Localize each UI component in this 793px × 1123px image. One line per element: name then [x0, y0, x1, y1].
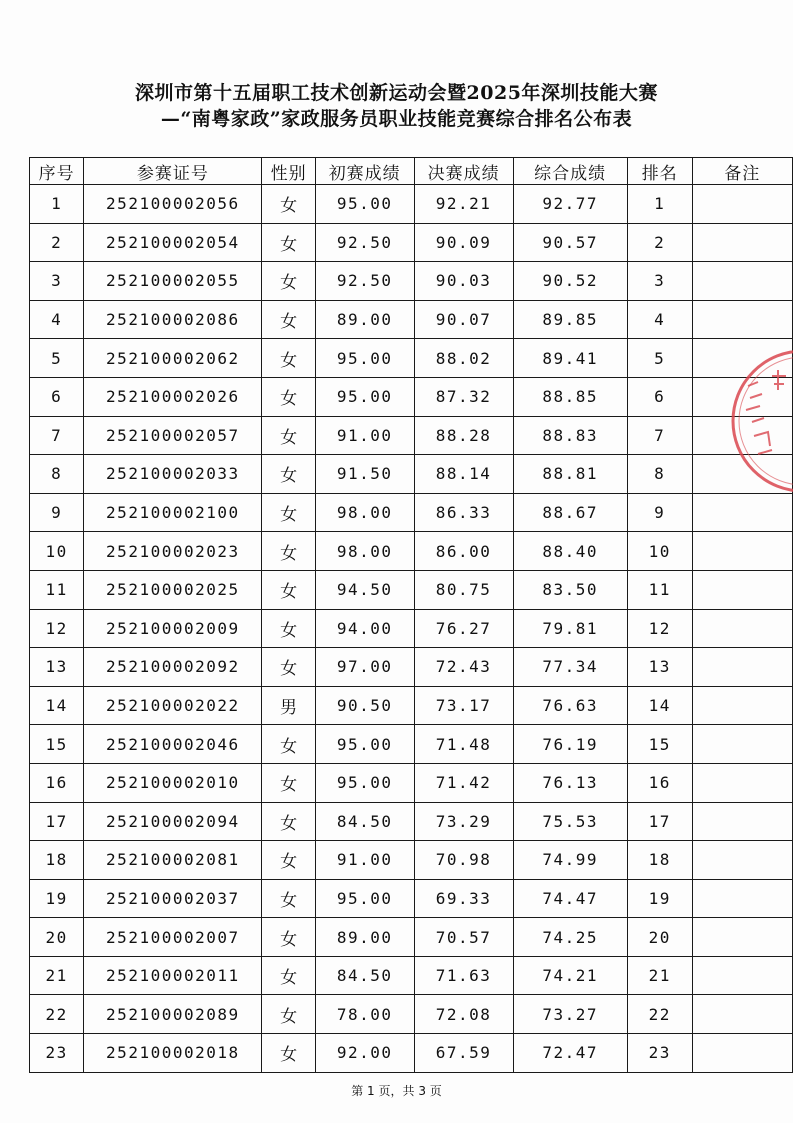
cell-total: 74.25	[513, 918, 627, 957]
cell-seq: 16	[30, 763, 84, 802]
cell-final: 72.08	[414, 995, 513, 1034]
table-row	[30, 570, 793, 609]
cell-final: 90.09	[414, 223, 513, 262]
cell-total: 88.83	[513, 416, 627, 455]
table-row	[30, 802, 793, 841]
cell-total: 92.77	[513, 185, 627, 224]
cell-rank: 13	[627, 648, 692, 687]
cell-remark	[692, 686, 792, 725]
cell-seq: 20	[30, 918, 84, 957]
cell-rank: 2	[627, 223, 692, 262]
cell-sex: 女	[262, 879, 315, 918]
cell-sex: 女	[262, 802, 315, 841]
cell-sex: 女	[262, 995, 315, 1034]
cell-seq: 18	[30, 841, 84, 880]
cell-id: 252100002092	[84, 648, 262, 687]
cell-sex: 女	[262, 532, 315, 571]
cell-id: 252100002089	[84, 995, 262, 1034]
cell-id: 252100002009	[84, 609, 262, 648]
cell-total: 74.99	[513, 841, 627, 880]
table-row	[30, 725, 793, 764]
header-prelim: 初赛成绩	[315, 158, 414, 185]
cell-rank: 11	[627, 570, 692, 609]
table-row	[30, 648, 793, 687]
header-total: 综合成绩	[513, 158, 627, 185]
cell-sex: 女	[262, 377, 315, 416]
cell-final: 72.43	[414, 648, 513, 687]
cell-rank: 15	[627, 725, 692, 764]
cell-final: 90.07	[414, 300, 513, 339]
header-id: 参赛证号	[84, 158, 262, 185]
cell-sex: 女	[262, 223, 315, 262]
document-title-line2: —“南粤家政”家政服务员职业技能竞赛综合排名公布表	[160, 108, 633, 130]
cell-prelim: 84.50	[315, 956, 414, 995]
cell-id: 252100002094	[84, 802, 262, 841]
cell-sex: 女	[262, 841, 315, 880]
cell-rank: 21	[627, 956, 692, 995]
cell-seq: 10	[30, 532, 84, 571]
cell-prelim: 95.00	[315, 185, 414, 224]
cell-id: 252100002037	[84, 879, 262, 918]
cell-final: 88.28	[414, 416, 513, 455]
cell-seq: 23	[30, 1034, 84, 1073]
cell-final: 86.33	[414, 493, 513, 532]
cell-total: 74.47	[513, 879, 627, 918]
cell-final: 87.32	[414, 377, 513, 416]
cell-prelim: 95.00	[315, 763, 414, 802]
cell-prelim: 89.00	[315, 300, 414, 339]
cell-sex: 女	[262, 262, 315, 301]
header-rank: 排名	[627, 158, 692, 185]
cell-prelim: 95.00	[315, 879, 414, 918]
cell-seq: 22	[30, 995, 84, 1034]
page-footer: 第 1 页，共 3 页	[351, 1084, 442, 1098]
cell-id: 252100002025	[84, 570, 262, 609]
cell-remark	[692, 648, 792, 687]
table-row	[30, 339, 793, 378]
cell-seq: 4	[30, 300, 84, 339]
cell-id: 252100002007	[84, 918, 262, 957]
cell-final: 71.63	[414, 956, 513, 995]
cell-id: 252100002062	[84, 339, 262, 378]
cell-remark	[692, 918, 792, 957]
cell-sex: 女	[262, 918, 315, 957]
cell-final: 71.42	[414, 763, 513, 802]
cell-final: 90.03	[414, 262, 513, 301]
cell-seq: 8	[30, 455, 84, 494]
cell-total: 76.63	[513, 686, 627, 725]
cell-id: 252100002054	[84, 223, 262, 262]
cell-prelim: 95.00	[315, 339, 414, 378]
table-row	[30, 841, 793, 880]
table-header-row	[30, 158, 793, 185]
cell-final: 80.75	[414, 570, 513, 609]
cell-remark	[692, 493, 792, 532]
cell-rank: 17	[627, 802, 692, 841]
cell-seq: 19	[30, 879, 84, 918]
cell-total: 77.34	[513, 648, 627, 687]
cell-seq: 13	[30, 648, 84, 687]
cell-total: 76.13	[513, 763, 627, 802]
cell-total: 83.50	[513, 570, 627, 609]
table-row	[30, 223, 793, 262]
cell-id: 252100002046	[84, 725, 262, 764]
cell-seq: 5	[30, 339, 84, 378]
cell-prelim: 92.00	[315, 1034, 414, 1073]
cell-final: 76.27	[414, 609, 513, 648]
cell-sex: 女	[262, 763, 315, 802]
cell-total: 88.67	[513, 493, 627, 532]
cell-final: 73.17	[414, 686, 513, 725]
cell-id: 252100002023	[84, 532, 262, 571]
cell-id: 252100002022	[84, 686, 262, 725]
cell-id: 252100002086	[84, 300, 262, 339]
cell-rank: 22	[627, 995, 692, 1034]
cell-seq: 21	[30, 956, 84, 995]
cell-remark	[692, 532, 792, 571]
table-row	[30, 763, 793, 802]
cell-sex: 女	[262, 416, 315, 455]
cell-remark	[692, 1034, 792, 1073]
cell-rank: 4	[627, 300, 692, 339]
cell-id: 252100002010	[84, 763, 262, 802]
cell-rank: 6	[627, 377, 692, 416]
table-row	[30, 1034, 793, 1073]
official-seal	[728, 346, 793, 496]
cell-sex: 女	[262, 1034, 315, 1073]
cell-total: 88.85	[513, 377, 627, 416]
table-row	[30, 493, 793, 532]
table-row	[30, 532, 793, 571]
cell-prelim: 95.00	[315, 377, 414, 416]
cell-rank: 8	[627, 455, 692, 494]
cell-remark	[692, 802, 792, 841]
cell-prelim: 84.50	[315, 802, 414, 841]
cell-sex: 女	[262, 609, 315, 648]
cell-rank: 10	[627, 532, 692, 571]
cell-prelim: 91.50	[315, 455, 414, 494]
header-remark: 备注	[692, 158, 792, 185]
cell-seq: 9	[30, 493, 84, 532]
cell-remark	[692, 609, 792, 648]
cell-seq: 6	[30, 377, 84, 416]
cell-rank: 5	[627, 339, 692, 378]
cell-prelim: 92.50	[315, 223, 414, 262]
cell-prelim: 94.00	[315, 609, 414, 648]
header-seq: 序号	[30, 158, 84, 185]
cell-remark	[692, 262, 792, 301]
cell-seq: 1	[30, 185, 84, 224]
cell-rank: 23	[627, 1034, 692, 1073]
cell-rank: 16	[627, 763, 692, 802]
cell-sex: 女	[262, 956, 315, 995]
table-row	[30, 995, 793, 1034]
table-row	[30, 918, 793, 957]
cell-prelim: 98.00	[315, 532, 414, 571]
cell-remark	[692, 300, 792, 339]
cell-total: 74.21	[513, 956, 627, 995]
cell-sex: 女	[262, 570, 315, 609]
cell-final: 70.57	[414, 918, 513, 957]
cell-remark	[692, 841, 792, 880]
cell-final: 88.02	[414, 339, 513, 378]
cell-final: 86.00	[414, 532, 513, 571]
cell-remark	[692, 995, 792, 1034]
cell-rank: 14	[627, 686, 692, 725]
cell-total: 88.81	[513, 455, 627, 494]
cell-sex: 女	[262, 185, 315, 224]
cell-final: 71.48	[414, 725, 513, 764]
cell-seq: 14	[30, 686, 84, 725]
cell-final: 88.14	[414, 455, 513, 494]
cell-total: 73.27	[513, 995, 627, 1034]
cell-sex: 女	[262, 300, 315, 339]
cell-seq: 17	[30, 802, 84, 841]
cell-final: 69.33	[414, 879, 513, 918]
cell-final: 73.29	[414, 802, 513, 841]
cell-prelim: 91.00	[315, 841, 414, 880]
cell-final: 67.59	[414, 1034, 513, 1073]
cell-remark	[692, 879, 792, 918]
cell-prelim: 91.00	[315, 416, 414, 455]
table-row	[30, 686, 793, 725]
cell-remark	[692, 570, 792, 609]
cell-total: 90.52	[513, 262, 627, 301]
cell-remark	[692, 185, 792, 224]
cell-rank: 3	[627, 262, 692, 301]
cell-rank: 9	[627, 493, 692, 532]
table-row	[30, 455, 793, 494]
cell-final: 92.21	[414, 185, 513, 224]
table-row	[30, 956, 793, 995]
header-final: 决赛成绩	[414, 158, 513, 185]
cell-final: 70.98	[414, 841, 513, 880]
cell-prelim: 92.50	[315, 262, 414, 301]
cell-id: 252100002011	[84, 956, 262, 995]
header-sex: 性别	[262, 158, 315, 185]
cell-rank: 20	[627, 918, 692, 957]
cell-seq: 11	[30, 570, 84, 609]
document-title-line1: 深圳市第十五届职工技术创新运动会暨2025年深圳技能大赛	[135, 82, 658, 104]
cell-sex: 男	[262, 686, 315, 725]
table-row	[30, 609, 793, 648]
cell-total: 89.41	[513, 339, 627, 378]
cell-prelim: 97.00	[315, 648, 414, 687]
cell-remark	[692, 223, 792, 262]
table-row	[30, 262, 793, 301]
cell-id: 252100002055	[84, 262, 262, 301]
cell-total: 75.53	[513, 802, 627, 841]
table-row	[30, 185, 793, 224]
table-row	[30, 879, 793, 918]
cell-total: 90.57	[513, 223, 627, 262]
cell-seq: 12	[30, 609, 84, 648]
cell-sex: 女	[262, 455, 315, 494]
cell-id: 252100002033	[84, 455, 262, 494]
cell-prelim: 98.00	[315, 493, 414, 532]
cell-seq: 2	[30, 223, 84, 262]
cell-total: 76.19	[513, 725, 627, 764]
cell-seq: 7	[30, 416, 84, 455]
cell-seq: 3	[30, 262, 84, 301]
cell-prelim: 94.50	[315, 570, 414, 609]
cell-rank: 7	[627, 416, 692, 455]
cell-id: 252100002100	[84, 493, 262, 532]
cell-total: 72.47	[513, 1034, 627, 1073]
cell-total: 88.40	[513, 532, 627, 571]
cell-sex: 女	[262, 725, 315, 764]
cell-remark	[692, 725, 792, 764]
cell-sex: 女	[262, 493, 315, 532]
cell-id: 252100002057	[84, 416, 262, 455]
cell-remark	[692, 763, 792, 802]
cell-rank: 18	[627, 841, 692, 880]
cell-total: 89.85	[513, 300, 627, 339]
cell-rank: 12	[627, 609, 692, 648]
cell-prelim: 90.50	[315, 686, 414, 725]
table-row	[30, 377, 793, 416]
cell-prelim: 95.00	[315, 725, 414, 764]
cell-rank: 19	[627, 879, 692, 918]
table-row	[30, 416, 793, 455]
cell-prelim: 78.00	[315, 995, 414, 1034]
cell-prelim: 89.00	[315, 918, 414, 957]
cell-id: 252100002018	[84, 1034, 262, 1073]
cell-id: 252100002081	[84, 841, 262, 880]
cell-remark	[692, 956, 792, 995]
ranking-table	[29, 157, 793, 1073]
cell-id: 252100002056	[84, 185, 262, 224]
cell-sex: 女	[262, 648, 315, 687]
cell-total: 79.81	[513, 609, 627, 648]
cell-seq: 15	[30, 725, 84, 764]
table-row	[30, 300, 793, 339]
cell-rank: 1	[627, 185, 692, 224]
cell-id: 252100002026	[84, 377, 262, 416]
cell-sex: 女	[262, 339, 315, 378]
